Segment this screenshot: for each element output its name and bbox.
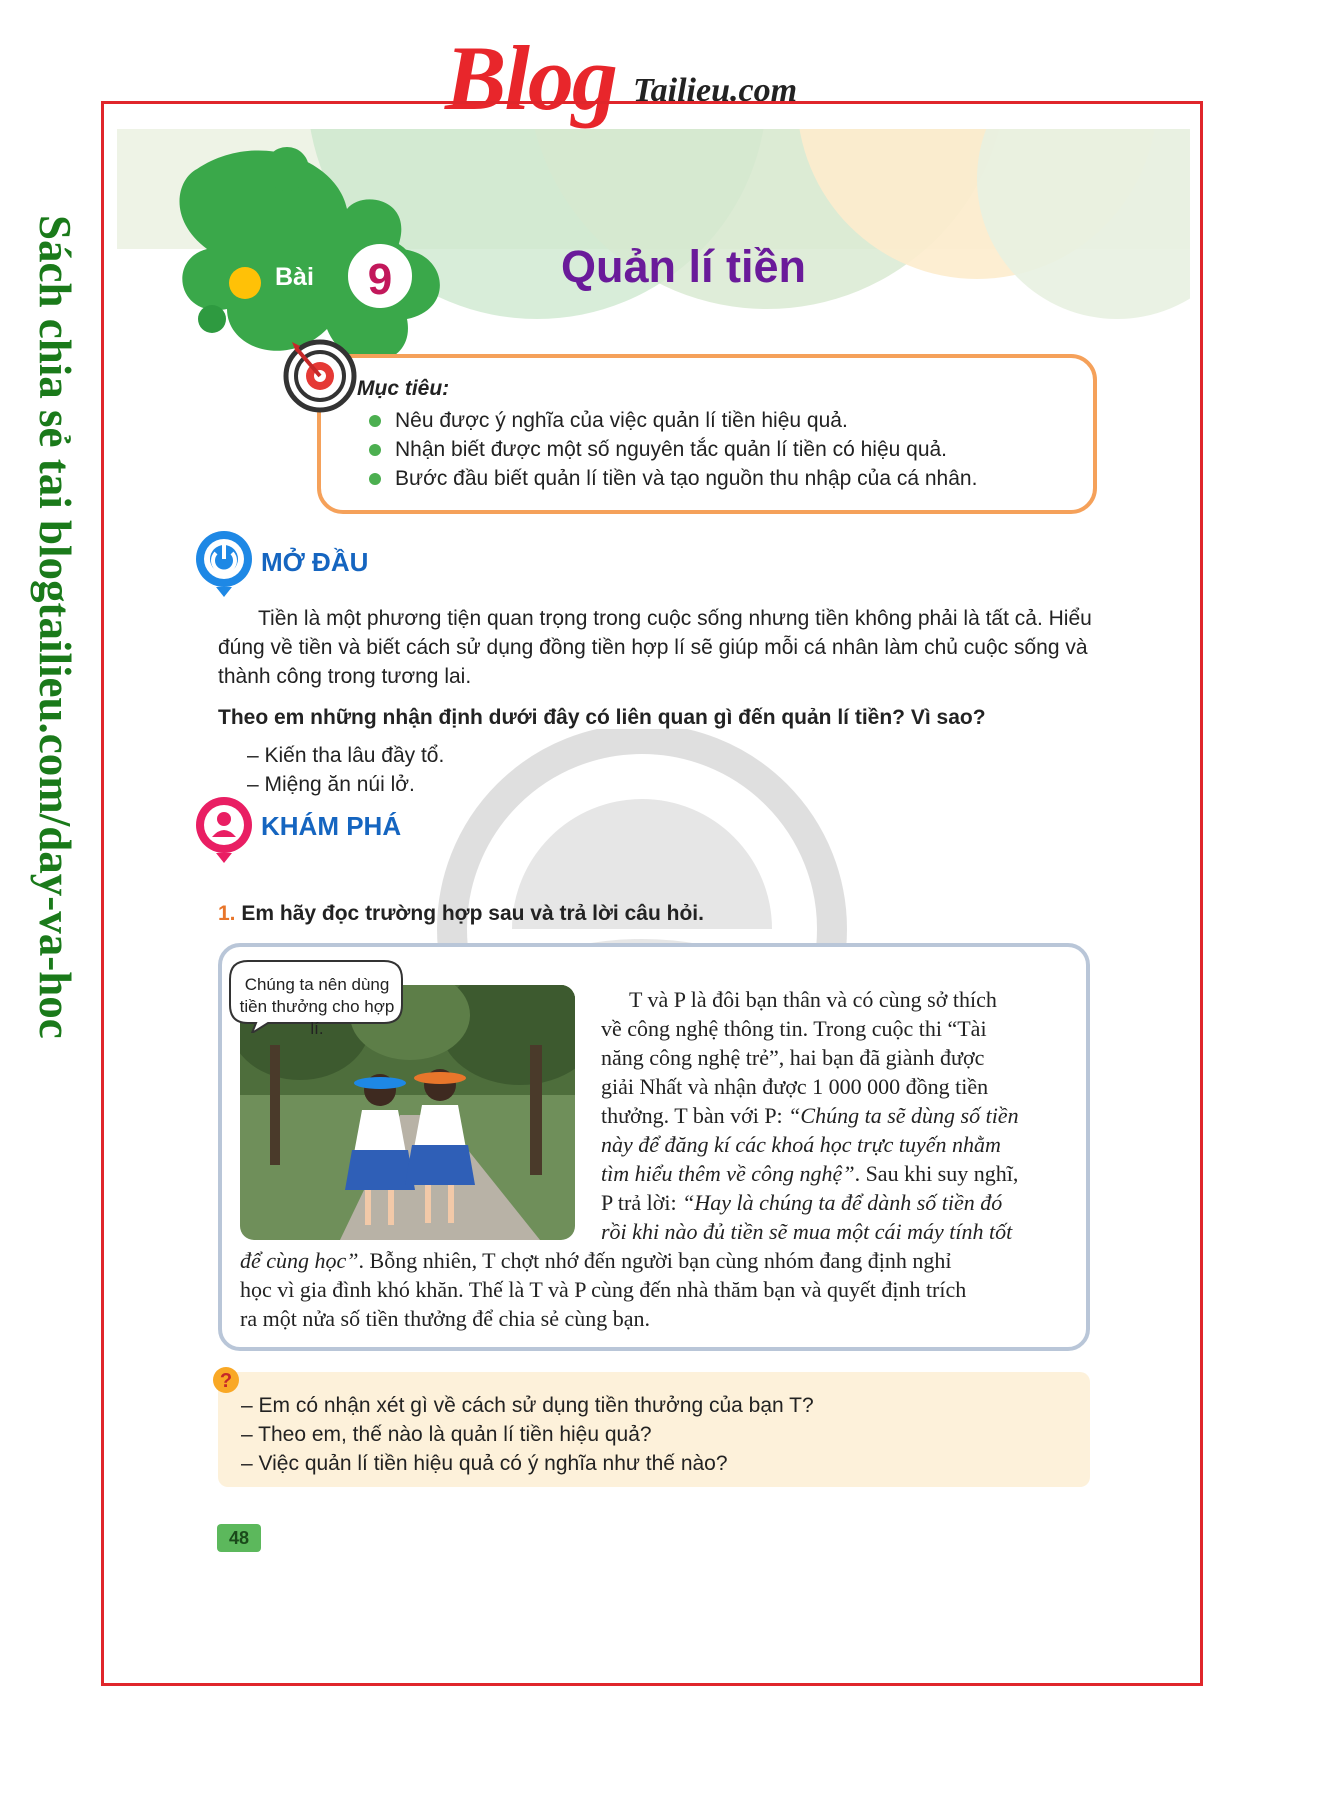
task-heading bbox=[218, 902, 704, 926]
explore-icon bbox=[194, 795, 254, 863]
story-line bbox=[601, 1217, 1069, 1246]
story-line bbox=[601, 1130, 1069, 1159]
goals-list bbox=[369, 406, 977, 493]
story-line bbox=[240, 1246, 1069, 1275]
question-item: – Theo em, thế nào là quản lí tiền hiệu quả? bbox=[241, 1423, 652, 1446]
story-line: ra một nửa số tiền thưởng để chia sẻ cùng bạn. bbox=[240, 1306, 650, 1331]
question-item: – Em có nhận xét gì về cách sử dụng tiền thưởng của bạn T? bbox=[241, 1394, 814, 1417]
story-text: . Sau khi suy nghĩ, bbox=[854, 1161, 1019, 1186]
intro-question: Theo em những nhận định dưới đây có liên quan gì đến quản lí tiền? Vì sao? bbox=[218, 706, 986, 729]
story-line: năng công nghệ trẻ”, hai bạn đã giành được bbox=[601, 1045, 985, 1070]
goal-item: Nhận biết được một số nguyên tắc quản lí tiền có hiệu quả. bbox=[369, 435, 977, 464]
story-text: . Bỗng nhiên, T chợt nhớ đến người bạn cùng nhóm đang định nghỉ bbox=[358, 1248, 952, 1273]
explore-title: KHÁM PHÁ bbox=[261, 811, 402, 841]
story-line: T và P là đôi bạn thân và có cùng sở thích bbox=[629, 987, 997, 1012]
story-quote: này để đăng kí các khoá học trực tuyến nhằm bbox=[601, 1132, 1001, 1157]
task-text: Em hãy đọc trường hợp sau và trả lời câu hỏi. bbox=[241, 902, 704, 925]
sidebar-watermark-text: Sách chia sẻ tai blogtailieu.com/day-va-hoc bbox=[30, 215, 80, 1039]
logo-small-text: Tailieu.com bbox=[633, 72, 798, 109]
question-item: – Việc quản lí tiền hiệu quả có ý nghĩa như thế nào? bbox=[241, 1452, 728, 1475]
story-right-column bbox=[601, 985, 1069, 1246]
page-title: Quản lí tiền bbox=[561, 241, 807, 292]
story-text: P trả lời: bbox=[601, 1190, 683, 1215]
story-line: giải Nhất và nhận được 1 000 000 đồng tiền bbox=[601, 1074, 989, 1099]
proverb-item: – Miệng ăn núi lở. bbox=[247, 773, 415, 796]
goals-title: Mục tiêu: bbox=[357, 377, 450, 400]
speech-bubble-text: Chúng ta nên dùng tiền thưởng cho hợp lí. bbox=[239, 975, 395, 1038]
proverb-item: – Kiến tha lâu đầy tổ. bbox=[247, 744, 445, 767]
lesson-label: Bài bbox=[275, 263, 314, 291]
goal-item: Bước đầu biết quản lí tiền và tạo nguồn thu nhập của cá nhân. bbox=[369, 464, 977, 493]
story-quote: “Hay là chúng ta để dành số tiền đó bbox=[682, 1190, 1003, 1215]
page-number: 48 bbox=[217, 1524, 261, 1552]
story-quote: tìm hiểu thêm về công nghệ” bbox=[601, 1161, 855, 1186]
story-line bbox=[601, 1101, 1069, 1130]
task-number: 1. bbox=[218, 902, 236, 925]
story-quote: “Chúng ta sẽ dùng số tiền bbox=[788, 1103, 1019, 1128]
question-mark-icon bbox=[212, 1366, 240, 1396]
goal-item: Nêu được ý nghĩa của việc quản lí tiền hiệu quả. bbox=[369, 406, 977, 435]
story-line: về công nghệ thông tin. Trong cuộc thi “Tài bbox=[601, 1016, 987, 1041]
story-line bbox=[601, 1188, 1069, 1217]
story-quote: rồi khi nào đủ tiền sẽ mua một cái máy tính tốt bbox=[601, 1219, 1013, 1244]
story-full-width bbox=[240, 1246, 1069, 1333]
textbook-page bbox=[117, 129, 1190, 1579]
story-text: thưởng. T bàn với P: bbox=[601, 1103, 789, 1128]
intro-paragraph: Tiền là một phương tiện quan trọng trong cuộc sống nhưng tiền không phải là tất cả. Hiểu đúng về tiền và biết cách sử dụng đồng tiền hợp lí sẽ giúp mỗi cá nhân làm chủ cuộc sống và thành công trong tương lai. bbox=[218, 607, 1092, 688]
story-quote: để cùng học” bbox=[240, 1248, 359, 1273]
lesson-number: 9 bbox=[343, 239, 417, 313]
questions-list bbox=[241, 1391, 814, 1478]
intro-title: MỞ ĐẦU bbox=[261, 547, 369, 577]
target-icon bbox=[282, 334, 362, 414]
logo-big-text: Blog bbox=[445, 27, 616, 129]
power-icon bbox=[194, 529, 254, 597]
story-line bbox=[601, 1159, 1069, 1188]
svg-text:?: ? bbox=[219, 1370, 233, 1392]
story-line: học vì gia đình khó khăn. Thế là T và P cùng đến nhà thăm bạn và quyết định trích bbox=[240, 1277, 967, 1302]
